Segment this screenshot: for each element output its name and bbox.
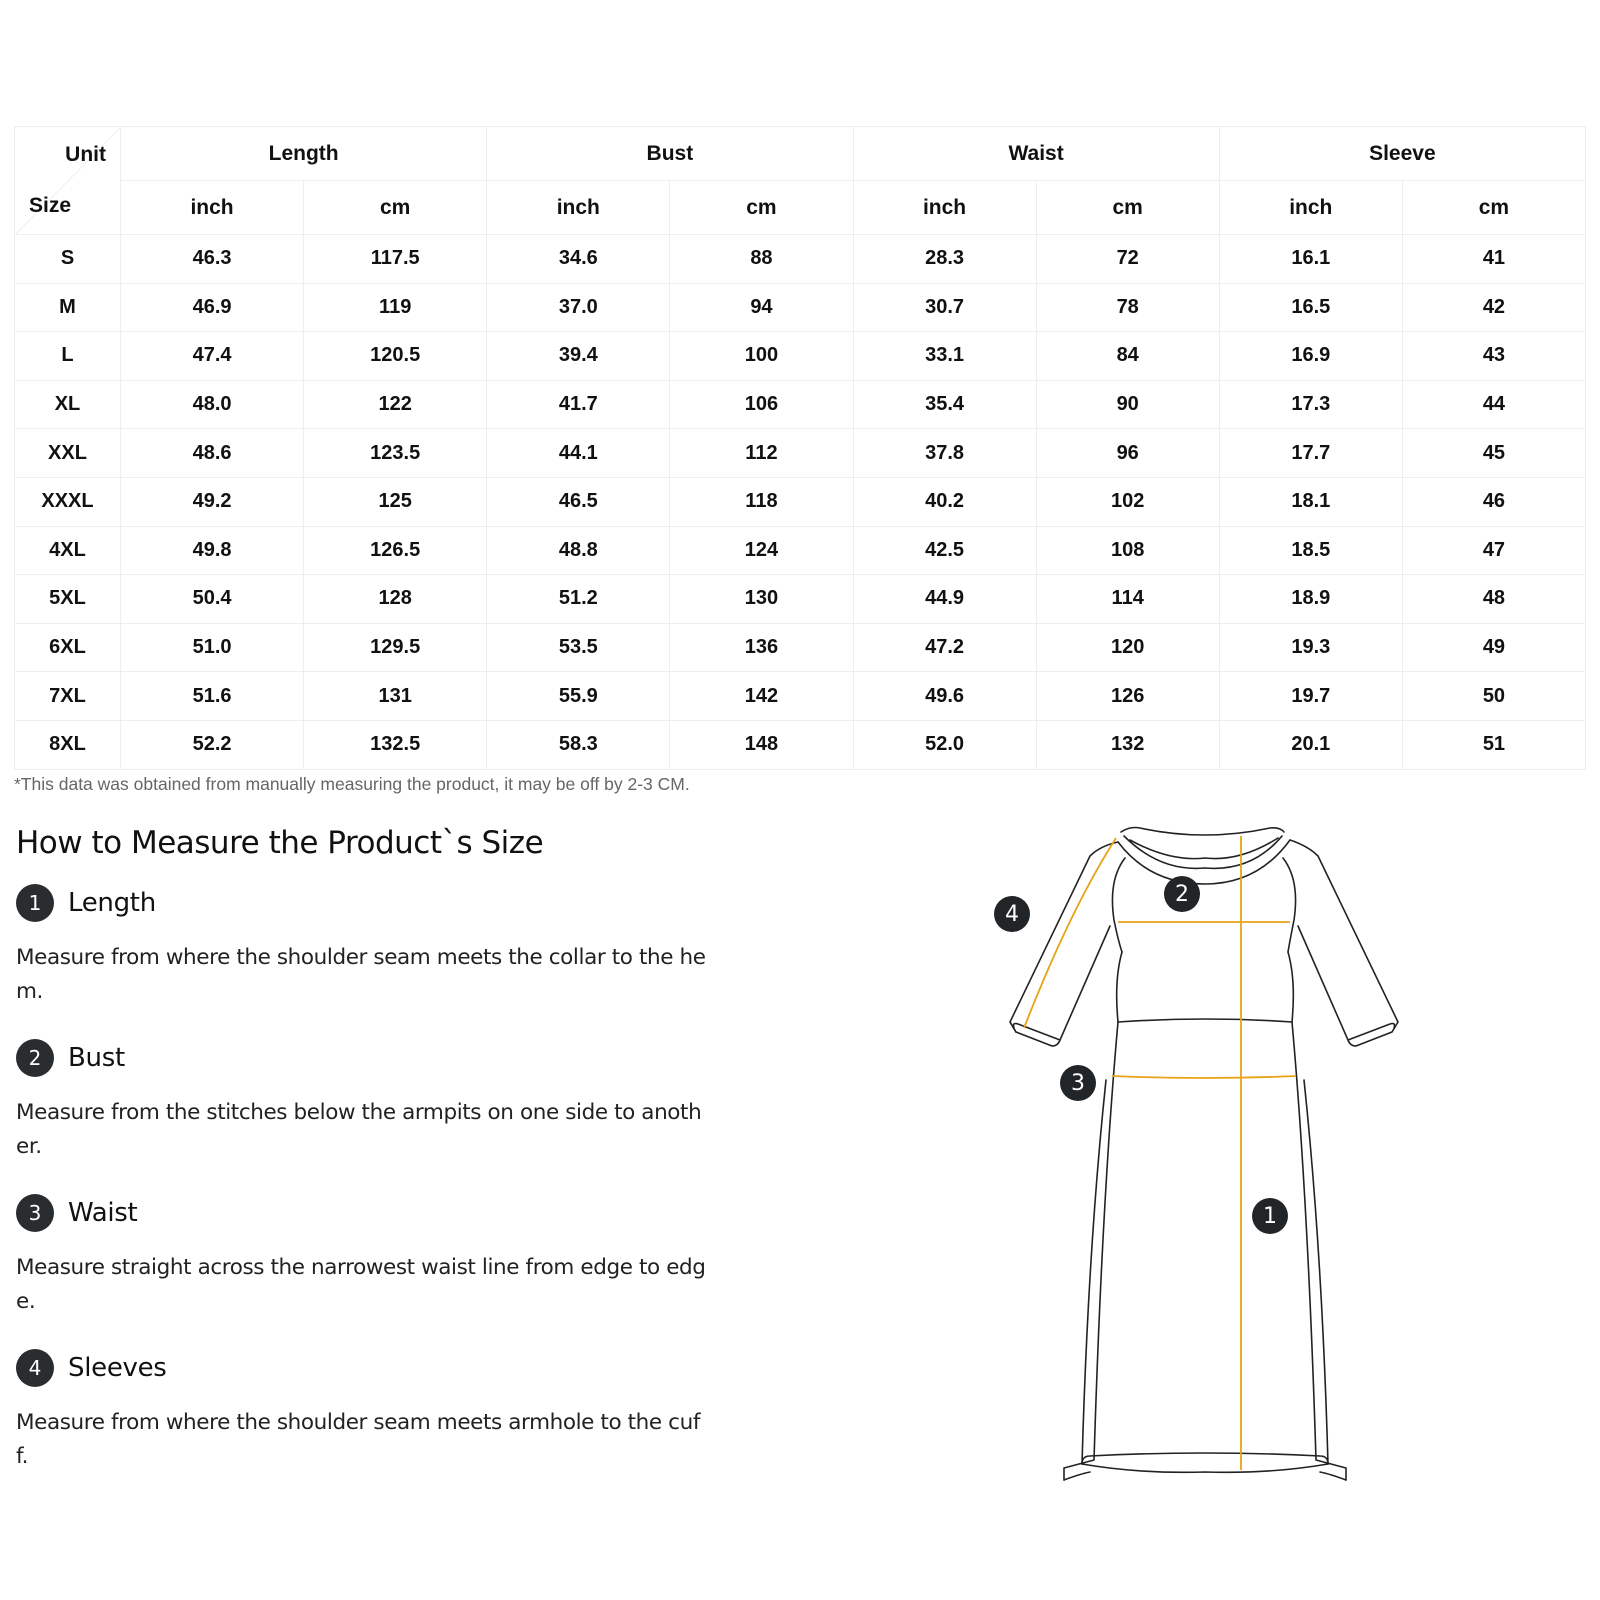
table-row (15, 380, 1586, 429)
size-cell: 4XL (15, 526, 121, 575)
table-row (15, 429, 1586, 478)
marker-1-length-icon: 1 (1252, 1198, 1288, 1234)
number-4-badge-icon: 4 (16, 1349, 54, 1387)
size-cell: 8XL (15, 720, 121, 769)
measurement-cell: 123.5 (304, 429, 487, 478)
unit-header-waist-inch: inch (853, 181, 1036, 235)
measurement-cell: 46.9 (121, 283, 304, 332)
group-header-bust: Bust (487, 127, 853, 181)
size-cell: 7XL (15, 672, 121, 721)
size-corner-label: Size (29, 194, 72, 217)
measurement-cell: 39.4 (487, 332, 670, 381)
measurement-cell: 18.5 (1219, 526, 1402, 575)
measurement-cell: 19.7 (1219, 672, 1402, 721)
measurement-cell: 16.5 (1219, 283, 1402, 332)
measurement-cell: 18.1 (1219, 477, 1402, 526)
group-header-length: Length (121, 127, 487, 181)
measurement-cell: 46.5 (487, 477, 670, 526)
measurement-cell: 136 (670, 623, 853, 672)
measurement-cell: 55.9 (487, 672, 670, 721)
table-row (15, 283, 1586, 332)
measurement-cell: 120 (1036, 623, 1219, 672)
measurement-cell: 52.0 (853, 720, 1036, 769)
measurement-cell: 47.4 (121, 332, 304, 381)
measurement-cell: 72 (1036, 235, 1219, 284)
measurement-cell: 18.9 (1219, 575, 1402, 624)
measurement-cell: 100 (670, 332, 853, 381)
measurement-cell: 45 (1402, 429, 1585, 478)
measurement-cell: 51.6 (121, 672, 304, 721)
number-3-badge-icon: 3 (16, 1194, 54, 1232)
guide-step-waist (16, 1193, 716, 1319)
sleeve-measure-line (1024, 838, 1116, 1028)
marker-2-bust-icon: 2 (1164, 876, 1200, 912)
group-header-sleeve: Sleeve (1219, 127, 1585, 181)
number-2-badge-icon: 2 (16, 1039, 54, 1077)
group-header-waist: Waist (853, 127, 1219, 181)
measurement-cell: 142 (670, 672, 853, 721)
measurement-cell: 20.1 (1219, 720, 1402, 769)
measurement-cell: 28.3 (853, 235, 1036, 284)
measurement-cell: 37.8 (853, 429, 1036, 478)
measurement-cell: 46.3 (121, 235, 304, 284)
size-chart-table (14, 126, 1586, 770)
guide-step-bust (16, 1038, 716, 1164)
size-cell: 5XL (15, 575, 121, 624)
measurement-cell: 48.0 (121, 380, 304, 429)
guide-title: How to Measure the Product`s Size (16, 825, 544, 861)
measurement-cell: 78 (1036, 283, 1219, 332)
measurement-cell: 44 (1402, 380, 1585, 429)
unit-corner-label: Unit (65, 143, 106, 166)
measurement-disclaimer: *This data was obtained from manually measuring the product, it may be off by 2-3 CM. (14, 774, 690, 794)
table-row (15, 720, 1586, 769)
measurement-cell: 48 (1402, 575, 1585, 624)
step-label: Sleeves (68, 1353, 167, 1383)
measurement-cell: 44.9 (853, 575, 1036, 624)
measurement-cell: 17.3 (1219, 380, 1402, 429)
unit-size-corner-cell (15, 127, 121, 235)
measurement-group-header-row (15, 127, 1586, 181)
measurement-cell: 128 (304, 575, 487, 624)
unit-header-length-inch: inch (121, 181, 304, 235)
step-description: Measure straight across the narrowest waist line from edge to edge. (16, 1255, 706, 1314)
table-row (15, 672, 1586, 721)
measurement-cell: 33.1 (853, 332, 1036, 381)
measurement-cell: 96 (1036, 429, 1219, 478)
measurement-cell: 16.9 (1219, 332, 1402, 381)
measurement-cell: 129.5 (304, 623, 487, 672)
size-cell: S (15, 235, 121, 284)
marker-3-waist-icon: 3 (1060, 1065, 1096, 1101)
measurement-cell: 108 (1036, 526, 1219, 575)
size-cell: XL (15, 380, 121, 429)
size-rows (15, 235, 1586, 770)
measurement-cell: 53.5 (487, 623, 670, 672)
measurement-cell: 112 (670, 429, 853, 478)
unit-header-sleeve-cm: cm (1402, 181, 1585, 235)
measurement-cell: 90 (1036, 380, 1219, 429)
measurement-cell: 122 (304, 380, 487, 429)
measurement-cell: 40.2 (853, 477, 1036, 526)
table-row (15, 477, 1586, 526)
unit-header-length-cm: cm (304, 181, 487, 235)
measurement-cell: 120.5 (304, 332, 487, 381)
step-label: Waist (68, 1198, 138, 1228)
measurement-cell: 132.5 (304, 720, 487, 769)
dress-measurement-diagram (990, 800, 1430, 1520)
size-cell: M (15, 283, 121, 332)
measurement-cell: 51.0 (121, 623, 304, 672)
measurement-cell: 114 (1036, 575, 1219, 624)
measurement-cell: 42.5 (853, 526, 1036, 575)
size-cell: XXXL (15, 477, 121, 526)
step-label: Bust (68, 1043, 125, 1073)
guide-step-length (16, 883, 716, 1009)
table-row (15, 575, 1586, 624)
size-cell: 6XL (15, 623, 121, 672)
measurement-cell: 58.3 (487, 720, 670, 769)
measurement-cell: 131 (304, 672, 487, 721)
measurement-cell: 41 (1402, 235, 1585, 284)
measurement-cell: 119 (304, 283, 487, 332)
size-cell: XXL (15, 429, 121, 478)
measurement-cell: 94 (670, 283, 853, 332)
measurement-cell: 16.1 (1219, 235, 1402, 284)
table-row (15, 332, 1586, 381)
step-description: Measure from where the shoulder seam meets armhole to the cuff. (16, 1410, 700, 1469)
unit-header-bust-inch: inch (487, 181, 670, 235)
measure-guide (16, 825, 716, 1469)
measurement-cell: 51.2 (487, 575, 670, 624)
dress-outline-icon (990, 800, 1430, 1520)
measurement-cell: 126 (1036, 672, 1219, 721)
step-description: Measure from the stitches below the armpits on one side to another. (16, 1100, 702, 1159)
measurement-cell: 47.2 (853, 623, 1036, 672)
step-label: Length (68, 888, 156, 918)
measurement-cell: 118 (670, 477, 853, 526)
measurement-cell: 17.7 (1219, 429, 1402, 478)
size-cell: L (15, 332, 121, 381)
measurement-cell: 49 (1402, 623, 1585, 672)
measurement-cell: 49.8 (121, 526, 304, 575)
unit-header-waist-cm: cm (1036, 181, 1219, 235)
table-row (15, 623, 1586, 672)
measurement-cell: 19.3 (1219, 623, 1402, 672)
measurement-cell: 48.8 (487, 526, 670, 575)
measurement-cell: 35.4 (853, 380, 1036, 429)
measurement-cell: 46 (1402, 477, 1585, 526)
unit-header-row (15, 181, 1586, 235)
table-row (15, 526, 1586, 575)
measurement-cell: 50.4 (121, 575, 304, 624)
measurement-cell: 130 (670, 575, 853, 624)
measurement-cell: 125 (304, 477, 487, 526)
measurement-cell: 124 (670, 526, 853, 575)
measurement-cell: 148 (670, 720, 853, 769)
waist-measure-line (1112, 1076, 1296, 1078)
measurement-cell: 49.2 (121, 477, 304, 526)
measurement-cell: 51 (1402, 720, 1585, 769)
number-1-badge-icon: 1 (16, 884, 54, 922)
measurement-cell: 88 (670, 235, 853, 284)
measurement-cell: 41.7 (487, 380, 670, 429)
measurement-cell: 44.1 (487, 429, 670, 478)
measurement-cell: 49.6 (853, 672, 1036, 721)
measurement-cell: 52.2 (121, 720, 304, 769)
marker-4-sleeve-icon: 4 (994, 896, 1030, 932)
guide-step-sleeves (16, 1348, 716, 1474)
measurement-cell: 102 (1036, 477, 1219, 526)
measurement-cell: 132 (1036, 720, 1219, 769)
measurement-cell: 106 (670, 380, 853, 429)
measurement-cell: 47 (1402, 526, 1585, 575)
measurement-cell: 37.0 (487, 283, 670, 332)
measurement-cell: 126.5 (304, 526, 487, 575)
measurement-cell: 34.6 (487, 235, 670, 284)
measurement-cell: 48.6 (121, 429, 304, 478)
measurement-cell: 50 (1402, 672, 1585, 721)
measurement-cell: 30.7 (853, 283, 1036, 332)
measurement-cell: 117.5 (304, 235, 487, 284)
measurement-cell: 84 (1036, 332, 1219, 381)
unit-header-bust-cm: cm (670, 181, 853, 235)
unit-header-sleeve-inch: inch (1219, 181, 1402, 235)
measurement-cell: 43 (1402, 332, 1585, 381)
table-row (15, 235, 1586, 284)
measurement-cell: 42 (1402, 283, 1585, 332)
step-description: Measure from where the shoulder seam meets the collar to the hem. (16, 945, 706, 1004)
